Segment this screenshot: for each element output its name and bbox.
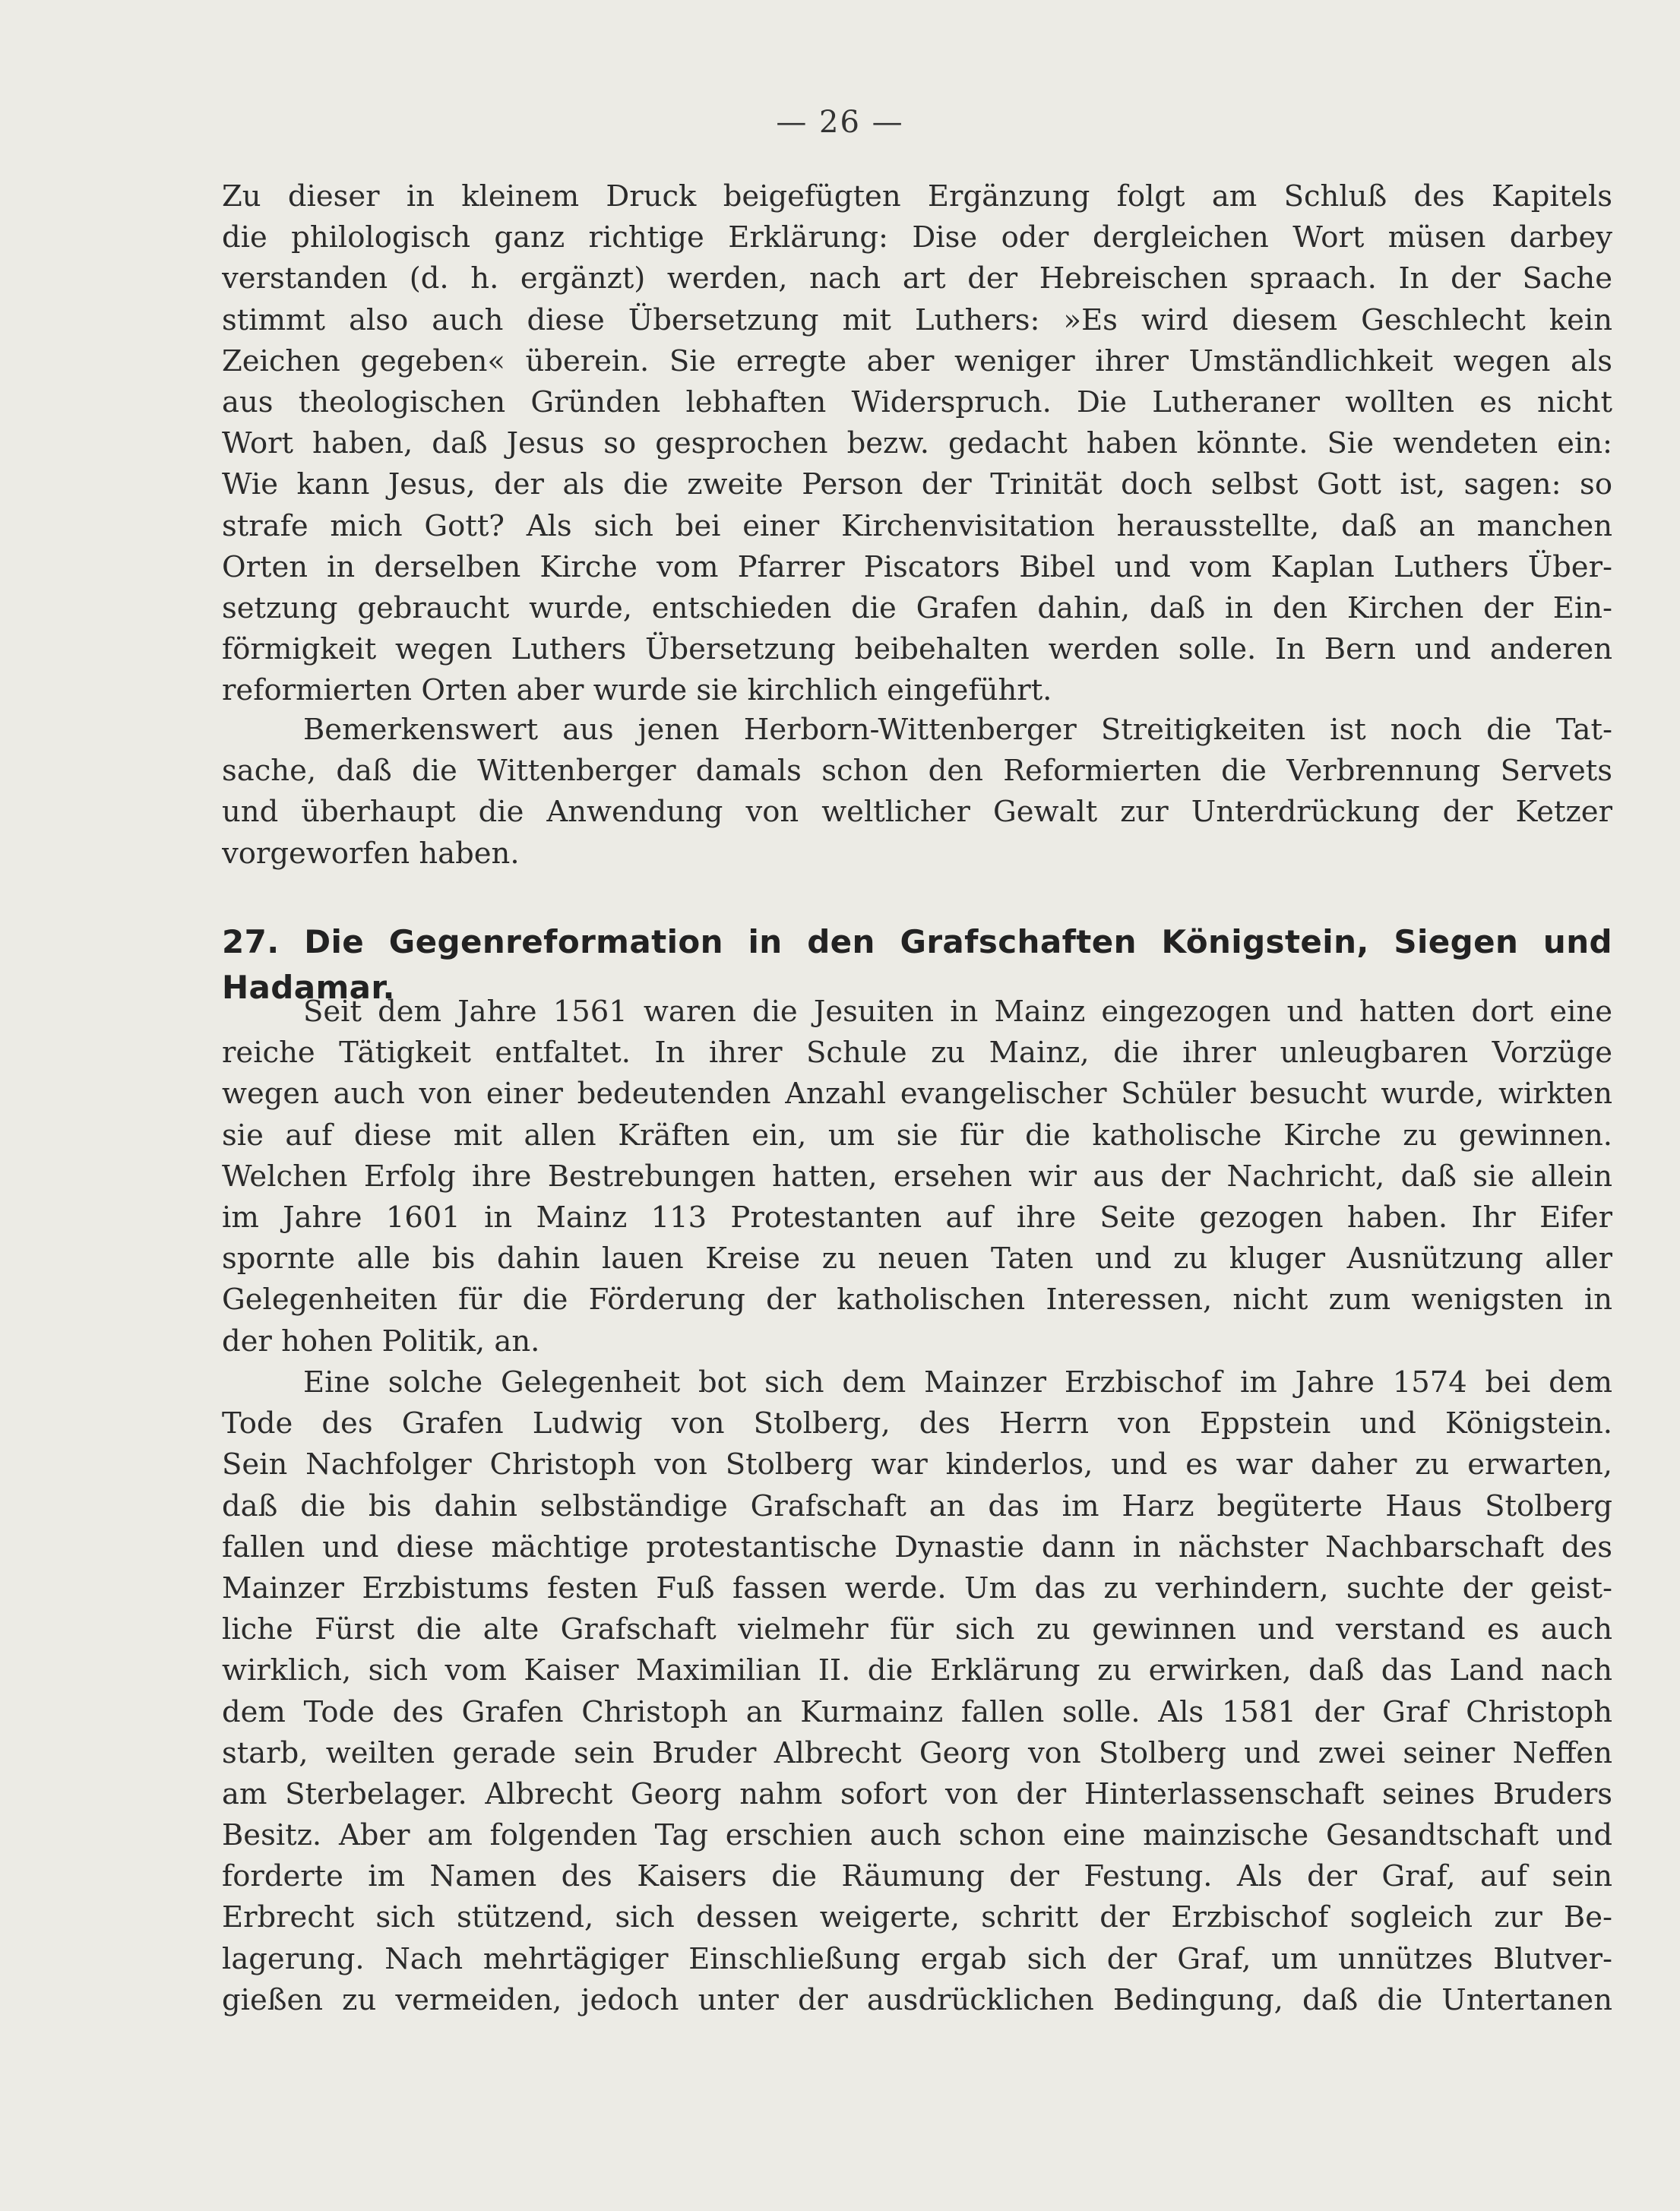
text-line: wegen auch von einer bedeutenden Anzahl evangelischer Schüler besucht wurde, wirkten xyxy=(222,1077,1612,1112)
text-line: Eine solche Gelegenheit bot sich dem Mainzer Erzbischof im Jahre 1574 bei dem xyxy=(303,1365,1612,1400)
text-line: im Jahre 1601 in Mainz 113 Protestanten auf ihre Seite gezogen haben. Ihr Eifer xyxy=(222,1200,1612,1235)
text-line: Zu dieser in kleinem Druck beigefügten Ergänzung folgt am Schluß des Kapitels xyxy=(222,179,1612,214)
text-line: Orten in derselben Kirche vom Pfarrer Piscators Bibel und vom Kaplan Luthers Über- xyxy=(222,549,1612,584)
text-line: die philologisch ganz richtige Erklärung: Dise oder dergleichen Wort müsen darbey xyxy=(222,220,1612,255)
text-line: Sein Nachfolger Christoph von Stolberg war kinderlos, und es war daher zu erwarten, xyxy=(222,1447,1612,1482)
text-line: Seit dem Jahre 1561 waren die Jesuiten in Mainz eingezogen und hatten dort eine xyxy=(303,995,1612,1029)
text-line: Wie kann Jesus, der als die zweite Person der Trinität doch selbst Gott ist, sagen: so xyxy=(222,467,1612,502)
paragraph-2 xyxy=(222,710,1612,875)
text-line: strafe mich Gott? Als sich bei einer Kirchenvisitation herausstellte, daß an manchen xyxy=(222,508,1612,543)
text-line: vorgeworfen haben. xyxy=(222,836,520,871)
text-line: Bemerkenswert aus jenen Herborn-Wittenberger Streitigkeiten ist noch die Tat- xyxy=(303,713,1612,747)
text-line: stimmt also auch diese Übersetzung mit Luthers: »Es wird diesem Geschlecht kein xyxy=(222,302,1612,337)
text-line: dem Tode des Grafen Christoph an Kurmainz fallen solle. Als 1581 der Graf Christoph xyxy=(222,1694,1612,1729)
text-line: lagerung. Nach mehrtägiger Einschließung ergab sich der Graf, um unnützes Blutver- xyxy=(222,1941,1612,1976)
text-line: setzung gebraucht wurde, entschieden die Grafen dahin, daß in den Kirchen der Ein- xyxy=(222,590,1612,625)
text-line: reformierten Orten aber wurde sie kirchlich eingeführt. xyxy=(222,673,1052,708)
text-line: Zeichen gegeben« überein. Sie erregte aber weniger ihrer Umständlichkeit wegen als xyxy=(222,343,1612,378)
paragraph-3 xyxy=(222,992,1612,1362)
text-line: Erbrecht sich stützend, sich dessen weigerte, schritt der Erzbischof sogleich zur Be- xyxy=(222,1900,1612,1935)
text-line: liche Fürst die alte Grafschaft vielmehr für sich zu gewinnen und verstand es auch xyxy=(222,1612,1612,1647)
page-number: — 26 — xyxy=(776,105,904,140)
text-line: fallen und diese mächtige protestantische Dynastie dann in nächster Nachbarschaft des xyxy=(222,1529,1612,1564)
text-line: sie auf diese mit allen Kräften ein, um sie für die katholische Kirche zu gewinnen. xyxy=(222,1118,1612,1153)
text-line: Welchen Erfolg ihre Bestrebungen hatten, ersehen wir aus der Nachricht, daß sie allein xyxy=(222,1159,1612,1194)
text-line: am Sterbelager. Albrecht Georg nahm sofort von der Hinterlassenschaft seines Bruders xyxy=(222,1776,1612,1811)
text-line: spornte alle bis dahin lauen Kreise zu neuen Taten und zu kluger Ausnützung aller xyxy=(222,1242,1612,1276)
text-line: forderte im Namen des Kaisers die Räumung der Festung. Als der Graf, auf sein xyxy=(222,1859,1612,1894)
text-line: Mainzer Erzbistums festen Fuß fassen werde. Um das zu verhindern, suchte der geist- xyxy=(222,1570,1612,1605)
text-line: wirklich, sich vom Kaiser Maximilian II. die Erklärung zu erwirken, daß das Land nach xyxy=(222,1653,1612,1688)
text-line: förmigkeit wegen Luthers Übersetzung beibehalten werden solle. In Bern und anderen xyxy=(222,632,1612,667)
text-line: Besitz. Aber am folgenden Tag erschien auch schon eine mainzische Gesandtschaft und xyxy=(222,1818,1612,1853)
text-line: gießen zu vermeiden, jedoch unter der ausdrücklichen Bedingung, daß die Untertanen xyxy=(222,1982,1612,2017)
paragraph-1 xyxy=(222,176,1612,711)
section-heading: 27. Die Gegenreformation in den Grafschaften Königstein, Siegen und Hadamar. xyxy=(222,923,1612,1006)
text-line: reiche Tätigkeit entfaltet. In ihrer Schule zu Mainz, die ihrer unleugbaren Vorzüge xyxy=(222,1036,1612,1071)
text-line: aus theologischen Gründen lebhaften Widerspruch. Die Lutheraner wollten es nicht xyxy=(222,384,1612,419)
text-line: Wort haben, daß Jesus so gesprochen bezw. gedacht haben könnte. Sie wendeten ein: xyxy=(222,426,1612,461)
text-line: Gelegenheiten für die Förderung der katholischen Interessen, nicht zum wenigsten in xyxy=(222,1283,1612,1317)
text-line: der hohen Politik, an. xyxy=(222,1324,540,1359)
text-line: und überhaupt die Anwendung von weltlicher Gewalt zur Unterdrückung der Ketzer xyxy=(222,795,1612,830)
text-line: daß die bis dahin selbständige Grafschaft an das im Harz begüterte Haus Stolberg xyxy=(222,1488,1612,1523)
text-line: verstanden (d. h. ergänzt) werden, nach art der Hebreischen spraach. In der Sache xyxy=(222,261,1612,296)
paragraph-4 xyxy=(222,1362,1612,2021)
text-line: starb, weilten gerade sein Bruder Albrecht Georg von Stolberg und zwei seiner Neffen xyxy=(222,1735,1612,1770)
text-line: Tode des Grafen Ludwig von Stolberg, des Herrn von Eppstein und Königstein. xyxy=(222,1406,1612,1441)
text-line: sache, daß die Wittenberger damals schon den Reformierten die Verbrennung Servets xyxy=(222,754,1612,789)
